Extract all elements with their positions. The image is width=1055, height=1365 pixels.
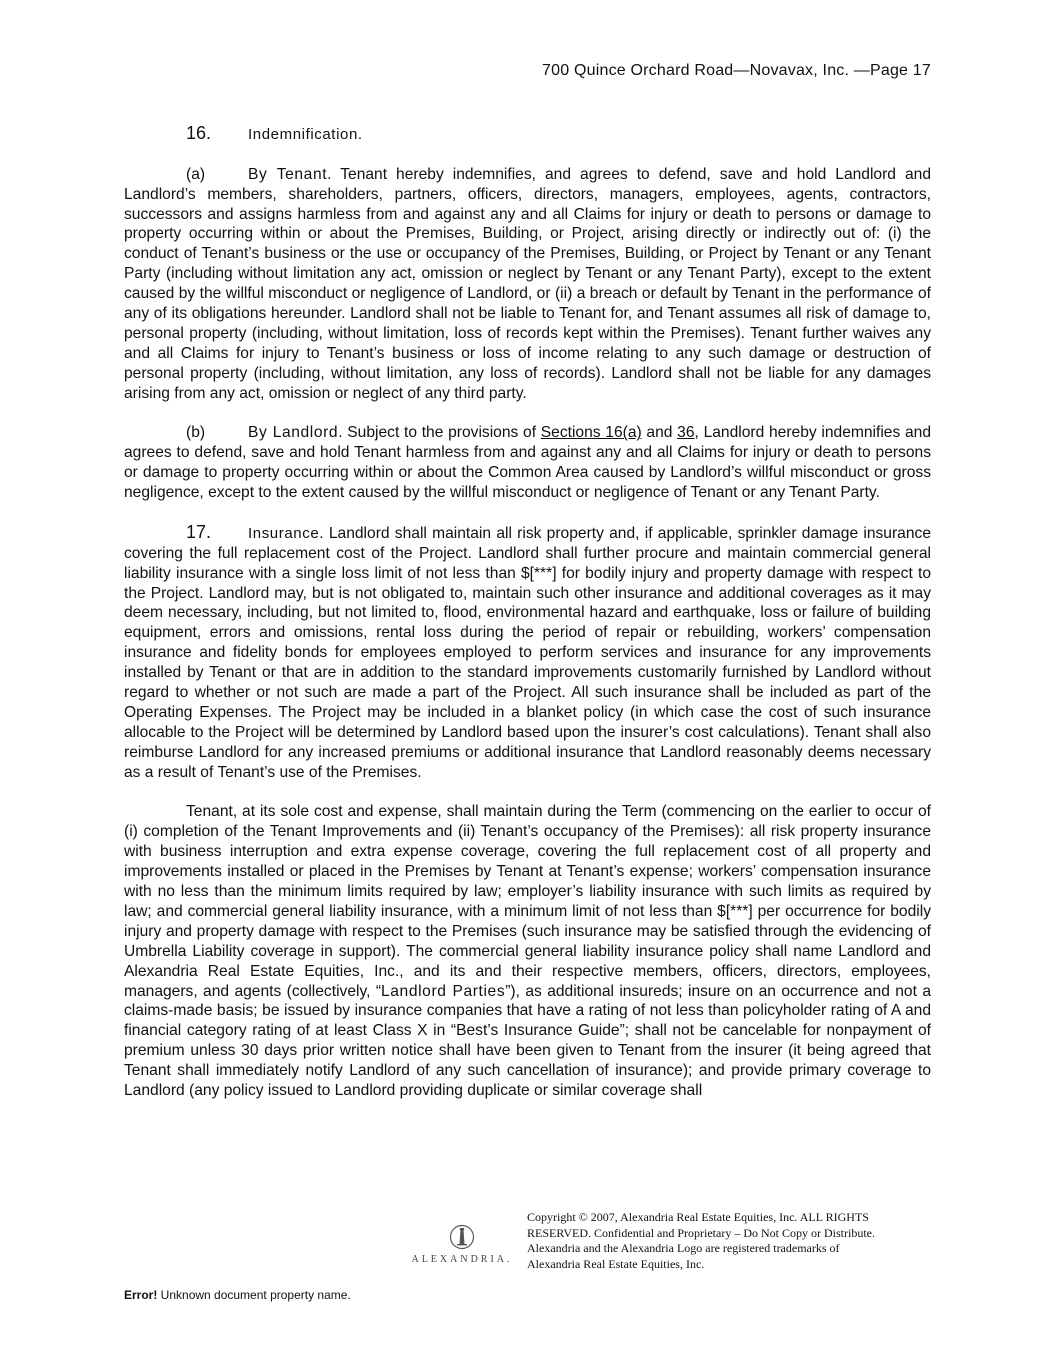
section-title: Indemnification. [248, 126, 363, 143]
section-16-heading [124, 124, 931, 145]
logo-wordmark: ALEXANDRIA. [411, 1254, 513, 1265]
paragraph-text: ”), as additional insureds; insure on an occurrence and not a claims-made basis; be issued by insurance companies that have a rating of not less than policyholder rating of A and financial category rating of at least Class X in “Best’s Insurance Guide”; shall not be cancelable for nonpayment of premium unless 30 days prior written notice shall have been given to Tenant from the insurer (it being agreed that Tenant shall immediately notify Landlord of any such cancellation of insurance); and provide primary coverage to Landlord (any policy issued to Landlord providing duplicate or similar coverage shall [124, 982, 931, 1100]
lighthouse-icon [449, 1224, 475, 1250]
document-property-error [124, 1288, 351, 1302]
defined-term: Landlord Parties [381, 982, 506, 1000]
paragraph-text: , Landlord hereby indemnifies and agrees to defend, save and hold Tenant harmless from and against any and all Claims for injury or death to persons or damage to property occurring within or about the Common Area caused by Landlord’s willful misconduct or gross negligence, except to the extent caused by the willful misconduct or negligence of Tenant or any Tenant Party. [124, 424, 932, 502]
section-17 [124, 523, 931, 783]
paragraph-text: . Tenant hereby indemnifies, and agrees to defend, save and hold Landlord and Landlord’s members, shareholders, partners, officers, directors, managers, employees, agents, contractors, successors and assigns harmless from and against any and all Claims for injury or death to persons or damage to property occurring within or about the Premises, Building, or Project, arising directly or indirectly out of: (i) the conduct of Tenant’s business or the use or occupancy of the Premises, Building, or Project by Tenant or any Tenant Party (including without limitation any act, omission or neglect by Tenant or any Tenant Party), except to the extent caused by the willful misconduct or negligence of Landlord, or (ii) a breach or default by Tenant in the performance of any of its obligations hereunder. Landlord shall not be liable to Tenant for, and Tenant assumes all risk of damage to, personal property (including, without limitation, loss of records kept within the Premises). Tenant further waives any and all Claims for injury to Tenant’s business or loss of income relating to any such damage or destruction of personal property (including, without limitation, any loss of records). Landlord shall not be liable for any damages arising from any act, omission or neglect of any third party. [124, 165, 932, 402]
paragraph-text: . Subject to the provisions of [338, 424, 541, 442]
section-number: 16. [186, 123, 212, 143]
copyright-notice: Copyright © 2007, Alexandria Real Estate Equities, Inc. ALL RIGHTS RESERVED. Confidential and Proprietary – Do Not Copy or Distribute. Alexandria and the Alexandria Logo are registered trademarks of Alexandria Real Estate Equities, Inc. [527, 1210, 875, 1271]
error-label: Error! [124, 1288, 158, 1302]
paragraph-16b [124, 423, 931, 503]
paragraph-text: and [641, 424, 678, 442]
paragraph-text: . Landlord shall maintain all risk property and, if applicable, sprinkler damage insurance covering the full replacement cost of the Project. Landlord shall further procure and maintain commercial general liability insurance with a single loss limit of not less than $[***] for bodily injury and property damage with respect to the Project. Landlord may, but is not obligated to, maintain such other insurance and additional coverages as it may deem necessary, including, but not limited to, flood, environmental hazard and earthquake, loss or failure of building equipment, errors and omissions, rental loss during the period of repair or rebuilding, workers’ compensation insurance and fidelity bonds for employees employed to perform services and insurance for any improvements installed by Tenant or that are in addition to the standard improvements customarily furnished by Landlord without regard to whether or not such are made a part of the Project. All such insurance shall be included as part of the Operating Expenses. The Project may be included in a blanket policy (in which case the cost of such insurance allocable to the Project will be determined by Landlord based upon the insurer’s cost calculations). Tenant shall also reimburse Landlord for any increased premiums or additional insurance that Landlord reasonably deems necessary as a result of Tenant’s use of the Premises. [124, 524, 931, 781]
subsection-heading: By Tenant [248, 165, 328, 183]
subsection-heading: By Landlord [248, 424, 339, 442]
paragraph-16a [124, 165, 931, 404]
paragraph-text: Tenant, at its sole cost and expense, shall maintain during the Term (commencing on the earlier to occur of (i) completion of the Tenant Improvements and (ii) Tenant’s occupancy of the Premises): all risk property insurance with business interruption and extra expense coverage, covering the full replacement cost of all property and improvements installed or placed in the Premises by Tenant at Tenant’s expense; workers’ compensation insurance with no less than the minimum limits required by law; employer’s liability insurance with such limits as required by law; and commercial general liability insurance, with a minimum limit of not less than $[***] per occurrence for bodily injury and property damage with respect to the Premises (such insurance may be satisfied through the evidencing of Umbrella Liability coverage in support). The commercial general liability insurance policy shall name Landlord and Alexandria Real Estate Equities, Inc., and its and their respective members, officers, directors, employees, managers, and agents (collectively, “ [124, 803, 931, 1000]
section-cross-reference: 36 [677, 424, 695, 442]
section-number: 17. [186, 521, 212, 542]
document-body [124, 124, 931, 1101]
subsection-label: (b) [186, 424, 206, 442]
section-cross-reference: Sections 16(a) [540, 424, 642, 442]
error-text: Unknown document property name. [157, 1288, 351, 1302]
paragraph-tenant-insurance [124, 802, 931, 1101]
subsection-label: (a) [186, 165, 206, 183]
section-title: Insurance [248, 524, 320, 542]
alexandria-logo [404, 1224, 520, 1265]
running-header: 700 Quince Orchard Road—Novavax, Inc. —Page 17 [542, 62, 931, 79]
